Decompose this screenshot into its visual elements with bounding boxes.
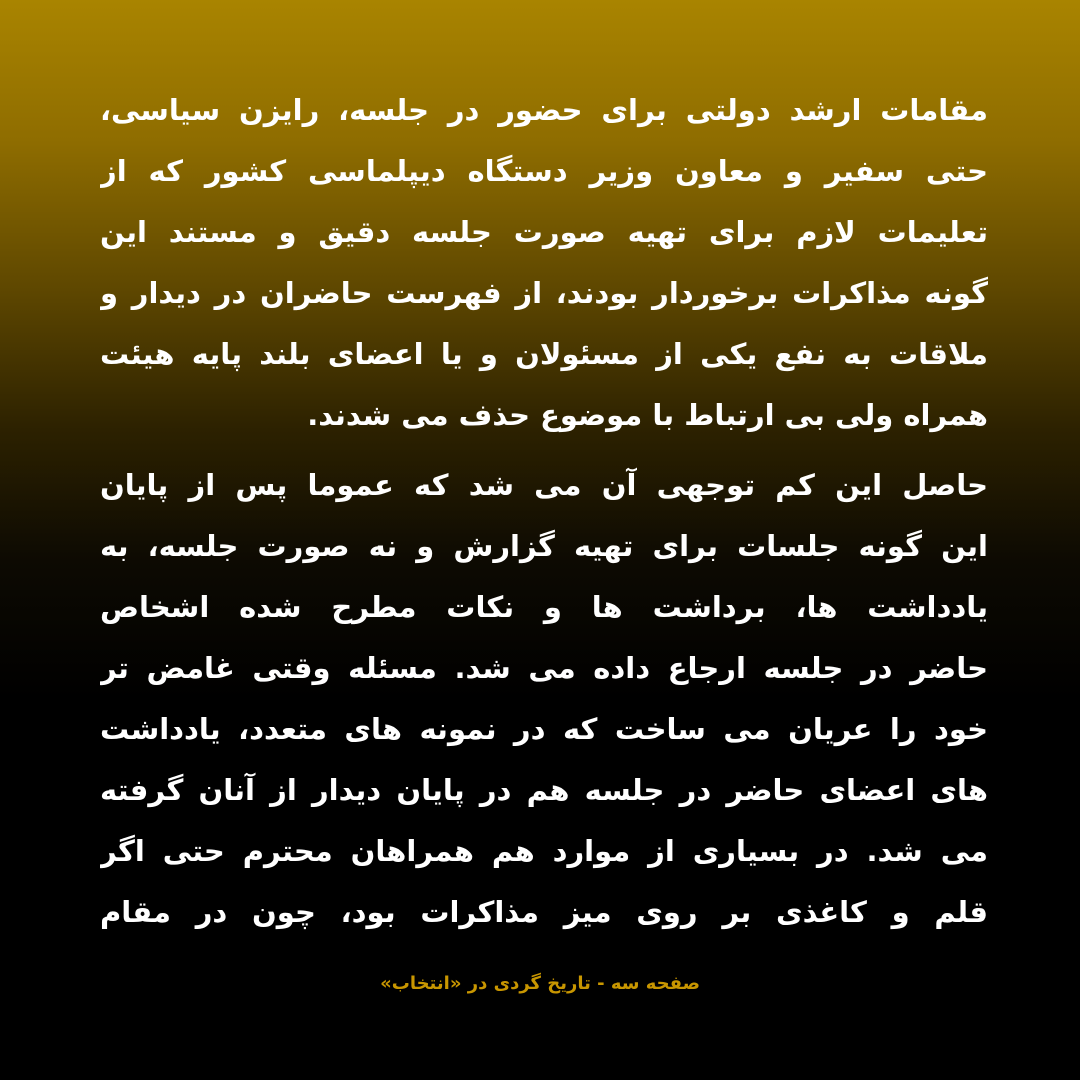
text-line: همراه ولی بی ارتباط با موضوع حذف می شدند. — [307, 398, 988, 432]
text-line: می شد. در بسیاری از موارد هم همراهان محترم حتی اگر — [100, 834, 988, 868]
text-line: تعلیمات لازم برای تهیه صورت جلسه دقیق و مستند این — [100, 215, 988, 249]
paragraph-1 — [100, 80, 988, 446]
text-line: حاصل این کم توجهی آن می شد که عموما پس از پایان — [100, 468, 988, 502]
text-line: حتی سفیر و معاون وزیر دستگاه دیپلماسی کشور که از — [100, 154, 988, 188]
page-footer: صفحه سه - تاریخ گردی در «انتخاب» — [380, 973, 700, 994]
text-line: گونه مذاکرات برخوردار بودند، از فهرست حاضران در دیدار و — [100, 276, 988, 310]
text-line: خود را عریان می ساخت که در نمونه های متعدد، یادداشت — [100, 712, 988, 746]
text-line: ملاقات به نفع یکی از مسئولان و یا اعضای بلند پایه هیئت — [100, 337, 988, 371]
text-line: قلم و کاغذی بر روی میز مذاکرات بود، چون در مقام — [100, 895, 988, 929]
text-line: های اعضای حاضر در جلسه هم در پایان دیدار از آنان گرفته — [100, 773, 988, 807]
text-line: یادداشت ها، برداشت ها و نکات مطرح شده اشخاص — [100, 590, 988, 624]
text-line: حاضر در جلسه ارجاع داده می شد. مسئله وقتی غامض تر — [100, 651, 988, 685]
text-line: مقامات ارشد دولتی برای حضور در جلسه، رایزن سیاسی، — [100, 93, 988, 127]
text-line: این گونه جلسات برای تهیه گزارش و نه صورت جلسه، به — [100, 529, 988, 563]
paragraph-2 — [100, 455, 988, 943]
